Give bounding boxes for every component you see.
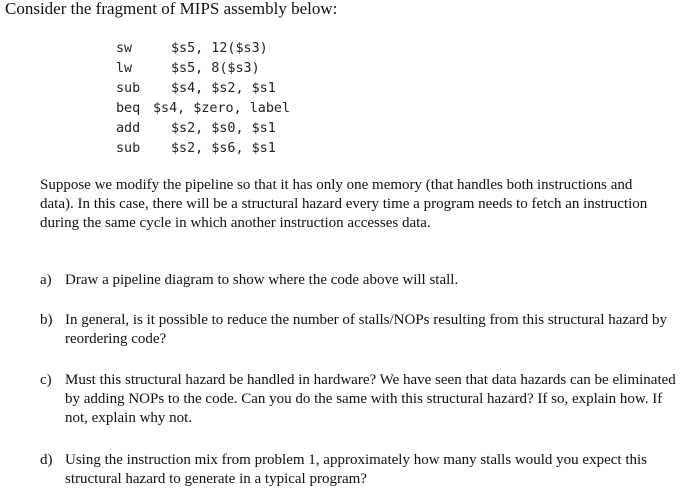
question-c: [40, 371, 680, 428]
question-label: a): [40, 272, 52, 288]
question-text: Draw a pipeline diagram to show where the code above will stall.: [65, 272, 459, 288]
code-args: $s4, $s2, $s1: [171, 81, 276, 96]
code-line: [116, 119, 290, 139]
code-args: $s2, $s6, $s1: [171, 141, 276, 156]
intro-text: Consider the fragment of MIPS assembly below:: [5, 0, 338, 18]
mips-code-block: [116, 39, 290, 159]
code-line: [116, 99, 290, 119]
question-d: [40, 451, 680, 489]
question-text: Must this structural hazard be handled in hardware? We have seen that data hazards can be eliminated by adding NOPs to the code. Can you do the same with this structural hazard? If so, explain how. If not, explain why not.: [65, 372, 676, 426]
code-line: [116, 79, 290, 99]
code-opcode: add: [116, 121, 141, 136]
code-line: [116, 39, 290, 59]
question-label: c): [40, 372, 52, 388]
question-label: b): [40, 312, 53, 328]
code-line: [116, 59, 290, 79]
question-text: Using the instruction mix from problem 1, approximately how many stalls would you expect this structural hazard to generate in a typical program?: [65, 452, 647, 487]
code-args: $s4, $zero, label: [153, 101, 291, 116]
code-opcode: lw: [116, 61, 133, 76]
code-args: $s5, 8($s3): [171, 61, 260, 76]
code-args: $s5, 12($s3): [171, 41, 268, 56]
code-opcode: sub: [116, 141, 141, 156]
code-opcode: sub: [116, 81, 141, 96]
code-args: $s2, $s0, $s1: [171, 121, 276, 136]
question-b: [40, 311, 680, 349]
code-opcode: sw: [116, 41, 133, 56]
code-opcode: beq: [116, 101, 141, 116]
problem-paragraph: Suppose we modify the pipeline so that it has only one memory (that handles both instructions and data). In this case, there will be a structural hazard every time a program needs to fetch an instruction during the same cycle in which another instruction accesses data.: [40, 177, 648, 231]
question-a: [40, 271, 680, 290]
question-text: In general, is it possible to reduce the number of stalls/NOPs resulting from this structural hazard by reordering code?: [65, 312, 667, 347]
code-line: [116, 139, 290, 159]
question-label: d): [40, 452, 53, 468]
